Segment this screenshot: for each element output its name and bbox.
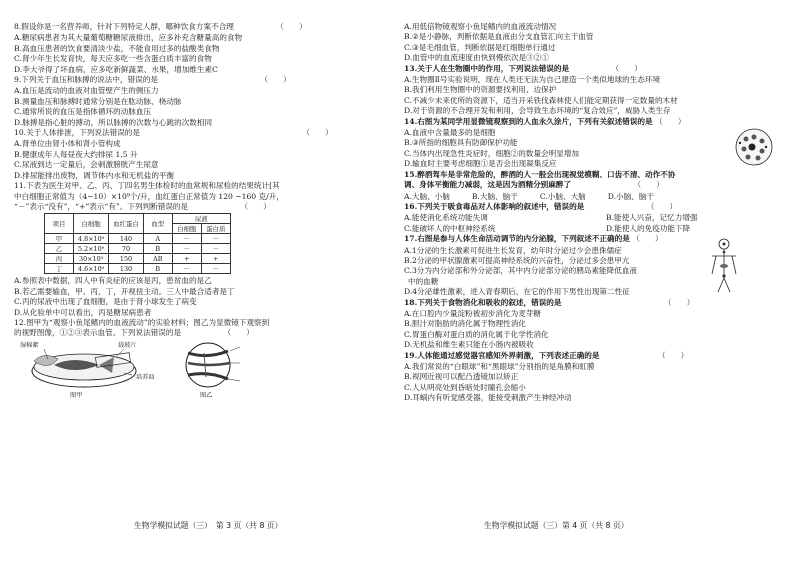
table-cell: 丙 (45, 254, 74, 264)
left-page-column (14, 22, 390, 401)
option: A.糖尿病患者为其大量葡萄糖糖尿液排出，应多补充含糖量高的食物 (14, 33, 243, 43)
question-stem: 调、身体平衡能力减弱，这是因为酒精分别麻醉了 (404, 180, 572, 190)
answer-blank: （ ） (611, 63, 642, 73)
option: D.对于资源的不合理开发和利用，会导致生态环境的“复合效应”，威胁人类生存 (404, 106, 671, 116)
question-stem: 15.醉酒驾车是非常危险的，醉酒的人一般会出现视觉模糊、口齿不清、动作不协 (404, 169, 676, 179)
table-cell: 甲 (45, 234, 74, 244)
option: B.能使人兴奋，记忆力增强 (606, 213, 698, 223)
table-header: 血红蛋白 (109, 214, 144, 234)
option: B.健康成年人每昼夜大约排尿 1.5 升 (14, 149, 138, 159)
table-cell: － (201, 234, 230, 244)
figure-a (14, 341, 164, 401)
option: A.大脑、小脑 (404, 191, 450, 201)
answer-blank: （ ） (663, 297, 695, 307)
table-header: 白细胞 (74, 214, 109, 234)
question-11 (14, 181, 390, 212)
question-18 (404, 298, 780, 308)
table-subheader: 白细胞 (172, 224, 201, 234)
table-cell: － (172, 244, 201, 254)
option: D.脉搏是指心脏的搏动，所以脉搏的次数与心跳的次数相同 (14, 117, 213, 127)
option: D.耳蜗内有听觉感受器，能接受刺激产生神经冲动 (404, 393, 572, 403)
table-cell: 4.8×10⁹ (74, 234, 109, 244)
table-row (45, 264, 231, 274)
table-cell: － (172, 234, 201, 244)
answer-blank: （ ） (240, 201, 271, 211)
question-stem: 的视野图像，①②③表示血管。下列说法错误的是 (14, 328, 182, 338)
question-stem: 19.人体能通过感觉器官感知外界刺激，下列表述正确的是 (404, 350, 600, 360)
table-cell: 150 (109, 254, 144, 264)
table-cell: 130 (109, 264, 144, 274)
blood-test-table (44, 213, 231, 274)
figure-b-caption: 图乙 (200, 391, 213, 399)
option: B.视网近视可以配凸透镜加以矫正 (404, 372, 519, 382)
question-stem: 9.下列关于血压和脉搏的说法中，错误的是 (14, 75, 158, 85)
table-cell: 70 (109, 244, 144, 254)
question-stem: 17.右图是参与人体生命活动调节的内分泌腺，下列叙述不正确的是 (404, 234, 630, 244)
page-footer-right: 生物学模拟试题（三）第 4 页（共 8 页） (484, 521, 629, 530)
table-cell: － (201, 264, 230, 274)
option: A.参照表中数据，四人中有炎症的应该是丙，患贫血的是乙 (14, 276, 212, 286)
table-subheader: 蛋白质 (201, 224, 230, 234)
question-13 (404, 64, 780, 74)
option: C.胃蛋白酶对蛋白质的消化属于化学性消化 (404, 329, 549, 339)
option: B.2分泌的甲状腺激素可提高神经系统的兴奋性，分泌过多会患甲亢 (404, 255, 630, 265)
option: A.用低倍物镜观察小鱼尾鳍内的血液流动情况 (404, 22, 557, 31)
figure-a-caption: 图甲 (70, 391, 83, 399)
figure-b (174, 341, 264, 401)
table-row (45, 244, 231, 254)
table-header: 尿液 (172, 214, 230, 224)
table-cell: B (143, 244, 172, 254)
question-12 (14, 318, 390, 339)
option: A.血液中含量最多的是细胞 (404, 128, 496, 138)
table-row (45, 234, 231, 244)
answer-blank: （ ） (302, 128, 333, 138)
answer-blank: （ ） (657, 350, 689, 360)
option: D.输血时主要考虑细胞①是否会出现凝集反应 (404, 159, 557, 169)
table-cell: B (143, 264, 172, 274)
answer-blank: （ ） (655, 116, 686, 126)
question-10 (14, 128, 390, 138)
question-stem: 13.关于人在生物圈中的作用，下列说法错误的是 (404, 63, 570, 73)
option: B.②是小静脉，判断依据是血液由分支血管汇向主干血管 (404, 32, 594, 42)
table-cell: 4.6×10⁹ (74, 264, 109, 274)
option: B.③所指的细胞具有防御保护功能 (404, 138, 518, 148)
option: B.测量血压和脉搏时通常分别是在肱动脉、桡动脉 (14, 96, 182, 106)
option: C.丙的尿液中出现了血细胞，是由于肾小球发生了病变 (14, 297, 197, 307)
table-row (45, 254, 231, 264)
option: A.能使消化系统功能失调 (404, 213, 488, 223)
table-cell: 乙 (45, 244, 74, 254)
option: C.当体内出现急性炎症时，细胞②的数量会明显增加 (404, 148, 580, 158)
table-cell: 140 (109, 234, 144, 244)
table-header: 血型 (143, 214, 172, 234)
figure-area (14, 341, 390, 401)
option-continued: 中的血糖 (408, 276, 439, 286)
table-cell: 丁 (45, 264, 74, 274)
option-row (404, 213, 780, 223)
option: A.生物圈Ⅱ号实验说明，现在人类还无法为自己建造一个类似地球的生态环境 (404, 75, 661, 85)
option: A.血压是流动的血液对血管壁产生的侧压力 (14, 86, 159, 96)
question-14 (404, 117, 780, 127)
option-row (404, 192, 780, 202)
option: D.血管中的血流速度由快到慢依次是③②① (404, 53, 549, 63)
option: C.小脑、大脑 (539, 191, 586, 201)
microscope-view-illustration (174, 341, 244, 393)
answer-blank: （ ） (260, 75, 291, 85)
option: D.李大爷得了坏血病，应多吃新鲜蔬菜、水果，增加维生素C (14, 64, 218, 74)
table-cell: + (201, 254, 230, 264)
question-15 (404, 170, 780, 191)
question-9 (14, 75, 390, 85)
table-header: 项目 (45, 214, 74, 234)
option: D.排尿能排出废物，调节体内水和无机盐的平衡 (14, 170, 175, 180)
option: D.从化验单中可以看出，丙是糖尿病患者 (14, 307, 152, 317)
question-14-block (404, 117, 780, 170)
option: A.1分泌的生长激素可促进生长发育，幼年时分泌过少会患侏儒症 (404, 245, 622, 255)
blood-smear-illustration (734, 127, 774, 167)
option: B.若乙需要输血，甲、丙、丁，开视扭主动。三人中最合适者是丁 (14, 286, 235, 296)
option: D.小脑、脑干 (607, 191, 654, 201)
question-stem: 8.假设你是一名营养师，针对下列特定人群，哪种饮食方案不合理 (14, 22, 234, 31)
option: D.无机盐和维生素只能在小肠内被吸收 (404, 340, 534, 350)
option: C.尿液到达一定量后，会刺激膀胱产生尿意 (14, 160, 159, 170)
question-8 (14, 22, 390, 32)
endocrine-body-illustration (704, 238, 744, 294)
table-cell: A (143, 234, 172, 244)
question-stem: 10.关于人体排泄，下列说法错误的是 (14, 128, 140, 138)
option: A.我们常说的“白眼球”和“黑眼球”分别指的是角膜和虹膜 (404, 362, 595, 371)
question-stem: 中白细胞正常值为（4~10）×10⁹个/升，血红蛋白正常值为 120 ~160 克/升， (14, 191, 284, 201)
option: C.不减少未来优所的资源下，适当开采铁伐森林使人们能定期获得一定数量的木材 (404, 95, 678, 105)
answer-blank: （ ） (632, 234, 663, 244)
option: A.肾单位由肾小体和肾小管构成 (14, 139, 121, 149)
question-16 (404, 202, 780, 212)
label-petri-dish: 培养皿 (136, 373, 155, 381)
question-stem: “－”表示“没有”，“+”表示“有”。下列判断错误的是 (14, 201, 189, 211)
answer-blank: （ ） (223, 328, 254, 338)
option: A.在口腔内少量淀粉被初步消化为麦芽糖 (404, 308, 541, 318)
option-row (404, 224, 780, 234)
option: C.肾少年生长发育快，每天应多吃一些含蛋白质丰富的食物 (14, 54, 212, 64)
option: C.3分为内分泌部和外分泌部，其中内分泌部分泌的胰岛素能降低血液 (404, 266, 637, 276)
option: D.能使人的免疫功能下降 (606, 223, 691, 233)
answer-blank: （ ） (646, 201, 678, 211)
option: C.通常所说的血压是指体循环的动脉血压 (14, 107, 152, 117)
question-stem: 11.下表为医生对甲、乙、丙、丁四名男生体检时的血常规和尿检的结果统计[其 (14, 181, 280, 191)
answer-blank: （ ） (276, 22, 307, 31)
table-cell: － (172, 264, 201, 274)
table-cell: AB (143, 254, 172, 264)
option: D.4分泌雄性激素，进入青春期后，在它的作用下男性出现第二性征 (404, 287, 630, 297)
option: B.高血压患者的饮食要清淡少盐，不能食用过多的盐酸类食物 (14, 43, 220, 53)
option: B.我们利用生物圈中的资源要找利用、边保护 (404, 85, 557, 95)
question-stem: 16.下列关于吸食毒品对人体影响的叙述中，错误的是 (404, 201, 585, 211)
option: C.能破坏人的中枢神经系统 (404, 223, 496, 233)
option: C.人从明亮处到昏暗处时瞳孔会缩小 (404, 382, 526, 392)
question-19 (404, 351, 780, 361)
page-footer-left: 生物学模拟试题（三） 第 3 页（共 8 页） (134, 521, 283, 530)
option: B.大脑、脑干 (471, 191, 518, 201)
option: C.③是毛细血管，判断依据是红细胞单行通过 (404, 42, 556, 52)
question-stem: 12.图甲为“观察小鱼尾鳍内的血液流动”的实验材料；图乙为显微镜下观察到 (14, 317, 270, 327)
table-cell: 5.2×10⁹ (74, 244, 109, 254)
label-wet-cotton: 湿棉絮 (20, 341, 39, 349)
table-cell: + (172, 254, 201, 264)
option: B.胆汁对脂肪的消化属于物理性消化 (404, 319, 526, 329)
table-cell: 30×10⁹ (74, 254, 109, 264)
question-17-block (404, 234, 780, 297)
table-cell: － (201, 244, 230, 254)
question-stem: 14.右图为某同学用显微镜观察到的人血永久涂片，下列有关叙述错误的是 (404, 116, 653, 126)
question-stem: 18.下列关于食物消化和吸收的叙述，错误的是 (404, 297, 562, 307)
label-slide: 载玻片 (118, 341, 137, 349)
answer-blank: （ ） (633, 180, 664, 190)
right-page-column (404, 22, 780, 404)
